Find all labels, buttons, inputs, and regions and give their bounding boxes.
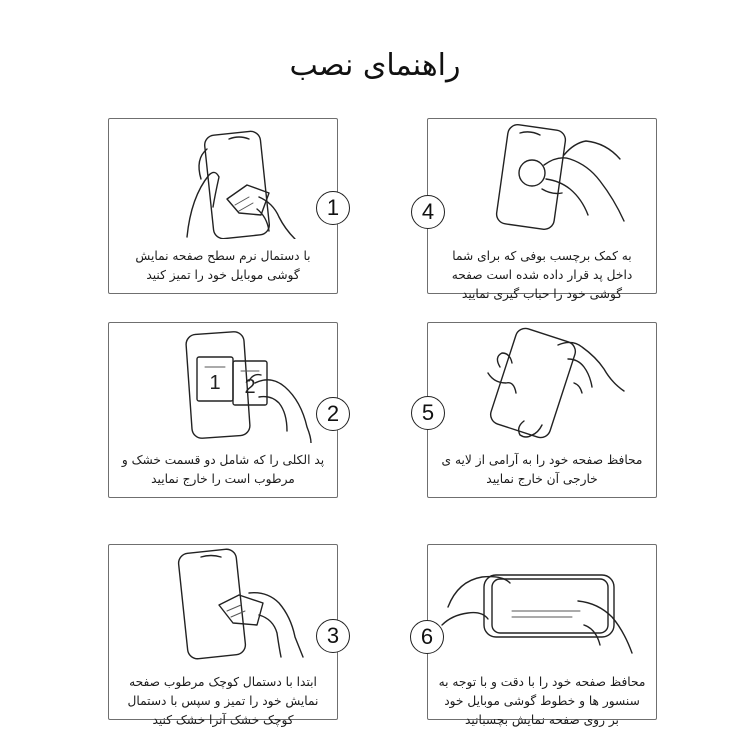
step-3-number: 3 [316, 619, 350, 653]
step-3-caption: ابتدا با دستمال کوچک مرطوب صفحه نمایش خود را تمیز و سپس با دستمال کوچک خشک آنرا خشک کنید [127, 675, 319, 727]
step-4-caption: به کمک برچسب بوفی که برای شما داخل پد قرار داده شده است صفحه گوشی خود را حباب گیری نمایید [451, 249, 633, 301]
page-title: راهنمای نصب [289, 48, 461, 83]
step-6-caption: محافظ صفحه خود را با دقت و با توجه به سنسور ها و خطوط گوشی موبایل خود بر روی صفحه نمایش بچسبانید [438, 675, 646, 727]
step-5-number: 5 [411, 396, 445, 430]
bubble-sticker-illustration [428, 119, 655, 239]
step-6-panel [427, 544, 657, 727]
step-5-caption: محافظ صفحه خود را به آرامی از لایه ی خارجی آن خارج نمایید [441, 453, 643, 486]
step-4-number: 4 [411, 195, 445, 229]
clean-screen-illustration [109, 119, 336, 239]
step-1-caption: با دستمال نرم سطح صفحه نمایش گوشی موبایل خود را تمیز کنید [135, 249, 311, 282]
step-2-panel [108, 322, 338, 498]
pad-label-two: 2 [244, 376, 256, 398]
step-2-number: 2 [316, 397, 350, 431]
remove-layer-illustration [428, 323, 655, 443]
pad-label-one: 1 [209, 372, 221, 394]
step-6-number: 6 [410, 620, 444, 654]
alcohol-pad-illustration [109, 323, 336, 443]
step-5-panel [427, 322, 657, 498]
step-4-panel [427, 118, 657, 301]
step-1-number: 1 [316, 191, 350, 225]
apply-protector-illustration [428, 545, 655, 665]
wipe-screen-illustration [109, 545, 336, 665]
step-3-panel [108, 544, 338, 727]
step-2-caption: پد الکلی را که شامل دو قسمت خشک و مرطوب است را خارج نمایید [121, 453, 325, 486]
step-1-panel [108, 118, 338, 294]
